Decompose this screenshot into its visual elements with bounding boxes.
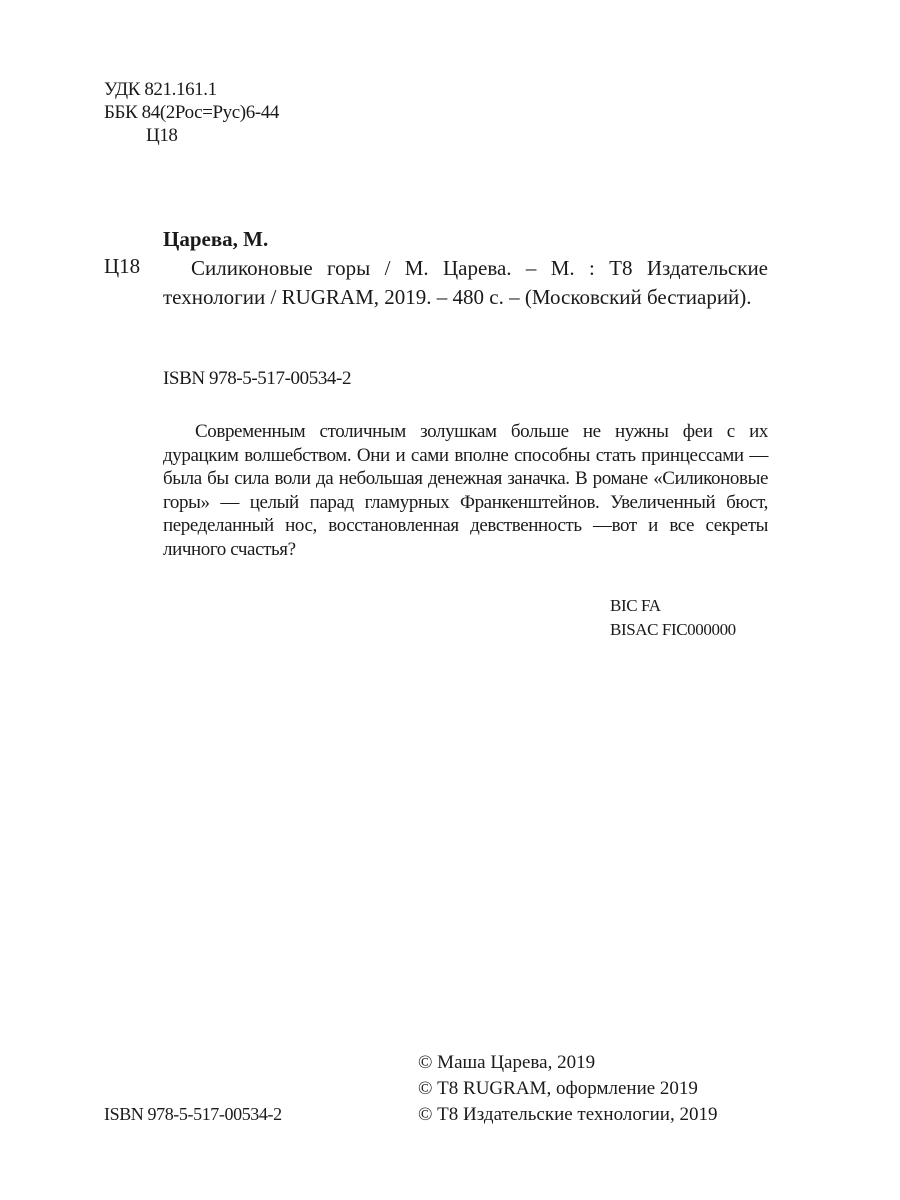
author-code: Ц18: [104, 254, 141, 278]
bisac-code: BISAC FIC000000: [610, 620, 736, 639]
book-annotation: Современным столичным золушкам больше не нужны феи с их дурацким волшебством. Они и сами вполне способны стать принцессами — была бы сила воли да небольшая денежная заначка. В романе «Силиконовые горы» — целый парад гламурных Франкенштейнов. Увеличенный бюст, переделанный нос, восстановленная девственность —вот и все секреты личного счастья?: [163, 421, 768, 560]
author-mark: Ц18: [146, 125, 178, 146]
bic-code: BIC FA: [610, 596, 661, 615]
bibliographic-description: Силиконовые горы / М. Царева. – М. : Т8 Издательские технологии / RUGRAM, 2019. – 480 с. – (Московский бестиарий).: [163, 256, 768, 309]
classification-block: [104, 78, 279, 147]
copyright-line: © Т8 Издательские технологии, 2019: [418, 1104, 718, 1125]
copyright-block: [418, 1050, 717, 1128]
copyright-line: © Т8 RUGRAM, оформление 2019: [418, 1078, 698, 1099]
isbn-main: ISBN 978-5-517-00534-2: [163, 368, 352, 389]
bbk-code: ББК 84(2Рос=Рус)6-44: [104, 102, 279, 123]
subject-codes: [610, 594, 736, 642]
udk-code: УДК 821.161.1: [104, 79, 217, 100]
isbn-footer: ISBN 978-5-517-00534-2: [104, 1104, 282, 1124]
copyright-line: © Маша Царева, 2019: [418, 1052, 596, 1073]
author-heading: Царева, М.: [163, 227, 269, 251]
